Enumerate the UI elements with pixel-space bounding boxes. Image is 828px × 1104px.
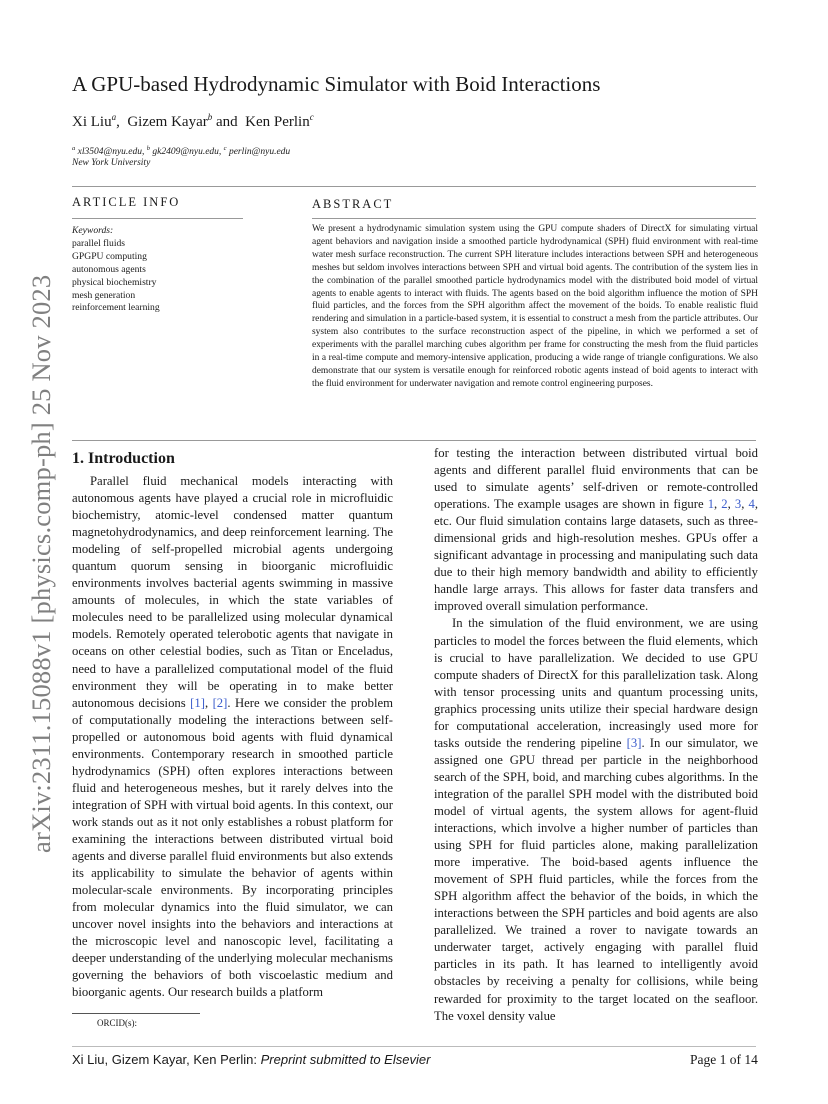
footer-rule: [72, 1046, 756, 1047]
keyword: autonomous agents: [72, 263, 146, 275]
email-link[interactable]: xl3504@nyu.edu,: [77, 147, 145, 158]
author-list: Xi Liu$^a$, Gizem Kayar$^b$ and Ken Perlin$^c$: [72, 112, 314, 130]
figure-link[interactable]: 2: [721, 497, 728, 512]
footer-authors: Xi Liu, Gizem Kayar, Ken Perlin:: [72, 1052, 257, 1067]
keyword: parallel fluids: [72, 237, 126, 249]
abstract-end-rule: [72, 440, 756, 441]
keywords-label: Keywords:: [72, 225, 114, 236]
page-number: Page 1 of 14: [690, 1052, 758, 1067]
paragraph-text: . In our simulator, we assigned one GPU thread per particle in the neighborhood search of the SPH, boid, and marching cubes algorithms. In the integration of the parallel SPH model with the distributed boid model of virtual agents, the system allows for agent-fluid interactions, which involve a higher number of particles than using SPH for fluid particles alone, making parallelization more imperative. The boid-based agents influence the movement of SPH fluid particles, while the forces from the SPH algorithm affect the behavior of the boids, in which the interactions between the SPH particles and boid agents are also parallelized. We trained a rover to navigate towards an underwater target, actively engaging with parallel fluid particles in its path. It has learned to intelligently avoid obstacles by receiving a penalty for collisions, while being rewarded for proximity to the target located on the seafloor. The voxel density value: [434, 735, 758, 1023]
email-mark: c: [223, 145, 227, 152]
paragraph-text: , etc. Our fluid simulation contains large datasets, such as three-dimensional grids and high-resolution meshes. GPUs offer a significant advantage in processing and manipulating such data due to their high memory bandwidth and ability to efficiently handle large arrays. This allows for faster data transfers and improved overall simulation performance.: [434, 497, 758, 614]
paragraph-text: for testing the interaction between distributed virtual boid agents and different parallel fluid environments that can be used to simulate agents’ self-driven or remote-controlled operations. The example usages are shown in figure: [434, 446, 758, 512]
footer-venue: Preprint submitted to Elsevier: [260, 1052, 431, 1067]
author-mark: c: [309, 112, 314, 122]
citation-link[interactable]: [2]: [212, 695, 228, 710]
figure-separator: ,: [714, 497, 722, 512]
author-mark: a: [111, 112, 117, 122]
citation-link[interactable]: [3]: [626, 735, 642, 750]
left-column: [72, 473, 393, 1001]
affiliation-emails: [72, 145, 290, 157]
footer-citation: [72, 1052, 430, 1067]
paragraph: [434, 445, 758, 615]
keyword: physical biochemistry: [72, 276, 157, 288]
header-rule: [72, 186, 756, 187]
keyword: GPGPU computing: [72, 250, 147, 262]
keywords-block: [72, 225, 242, 315]
footnote-rule: [72, 1013, 200, 1014]
author-name: Xi Liu: [72, 114, 112, 130]
paragraph: [434, 615, 758, 1024]
email-mark: a: [72, 145, 76, 152]
abstract-heading: ABSTRACT: [312, 197, 394, 211]
affiliation-institution: New York University: [72, 158, 151, 168]
figure-link[interactable]: 3: [734, 497, 742, 512]
paragraph-text: In the simulation of the fluid environment, we are using particles to model the forces between the fluid elements, which is crucial to have parallelization. We decided to use GPU compute shaders of DirectX for this parallelization task. Along with tensor processing units and quantum processing units, graphics processing units utilize their special hardware design for computational acceleration, increasingly used more for tasks outside the rendering pipeline: [434, 616, 758, 750]
paragraph-text: . Here we consider the problem of computationally modeling the interactions between self-propelled or autonomous boid agents with fluid dynamical environments. Contemporary research in smoothed particle hydrodynamics (SPH) often explores interactions between fluid and heterogeneous meshes, but it rarely delves into the integration of SPH with virtual boid agents. In this context, our work stands out as it not only establishes a robust platform for examining the interactions between distributed virtual boid agents and diverse parallel fluid environments but also extends its applicability to simulate the behavior of agents within molecular-scale environments. By incorporating principles from molecular dynamics into the fluid simulator, we can uncover novel insights into the behaviors and interactions at the microscopic level and nanoscopic level, facilitating a deeper understanding of the underlying molecular mechanisms governing the behaviors of both viscoelastic medium and bioorganic agents. Our research builds a platform: [72, 695, 393, 1000]
arxiv-stamp: arXiv:2311.15088v1 [physics.comp-ph] 25 Nov 2023: [26, 274, 56, 853]
author-mark: b: [207, 112, 213, 122]
paper-title: A GPU-based Hydrodynamic Simulator with Boid Interactions: [72, 72, 601, 96]
figure-link[interactable]: 1: [707, 497, 715, 512]
author-conjunction: and: [215, 114, 238, 130]
email-link[interactable]: perlin@nyu.edu: [228, 147, 291, 158]
orcid-label: ORCID(s):: [97, 1018, 137, 1028]
figure-separator: ,: [727, 497, 735, 512]
abstract-rule: [312, 218, 756, 219]
paragraph: [72, 473, 393, 1001]
keyword: reinforcement learning: [72, 302, 160, 314]
citation-separator: ,: [204, 695, 213, 710]
abstract-text: We present a hydrodynamic simulation system using the GPU compute shaders of DirectX for simulating virtual agent behaviors and navigation inside a smoothed particle hydrodynamical (SPH) fluid environment with real-time water mesh surface reconstruction. The current SPH literature includes interactions between SPH and heterogeneous meshes but seldom involves interactions between SPH and virtual boid agents. The contribution of the system lies in the combination of the parallel smoothed particle hydrodynamics model with the distributed boid model of virtual agents to enable agents to interact with fluids. The agents based on the boid algorithm influence the motion of SPH fluid particles, and the forces from the SPH algorithm affect the movement of the boids. To enable realistic fluid rendering and simulation in a particle-based system, it is essential to construct a mesh from the particle attributes. Our system also contributes to the surface reconstruction aspect of the pipeline, in which we performed a set of experiments with the parallel marching cubes algorithm per frame for constructing the mesh from the fluid particles in a real-time compute and memory-intensive application, producing a wide range of triangle configurations. We also demonstrate that our system is versatile enough for reinforced robotic agents instead of boid agents to interact with the fluid environment for underwater navigation and remote control engineering purposes.: [312, 224, 758, 389]
figure-separator: ,: [741, 497, 749, 512]
keyword: mesh generation: [72, 289, 136, 301]
email-mark: b: [146, 145, 151, 152]
article-info-rule: [72, 218, 243, 219]
figure-link[interactable]: 4: [748, 497, 755, 512]
author-name: Ken Perlin: [245, 114, 310, 130]
email-link[interactable]: gk2409@nyu.edu,: [152, 147, 222, 158]
article-info-heading: ARTICLE INFO: [72, 195, 181, 209]
section-heading: 1. Introduction: [72, 450, 175, 467]
citation-link[interactable]: [1]: [190, 695, 205, 710]
paragraph-text: Parallel fluid mechanical models interacting with autonomous agents have played a crucial role in microfluidic biochemistry, atomic-level condensed matter quantum magnetohydrodynamics, and deep reinforcement learning. The modeling of self-propelled microbial agents undergoing quantum quorum sensing in bioorganic microfluidic environments involves bacterial agents swimming in massive amounts of molecules, in which the state variables of molecules need to be parallelized using molecular dynamical models. Remotely operated telerobotic agents that navigate in oceans on other celestial bodies, such as Titan or Enceladus, need to have a parallelized computational model of the fluid environment they will be operating in to make better autonomous decisions: [72, 474, 393, 710]
author-name: Gizem Kayar: [127, 114, 208, 130]
right-column: [434, 445, 758, 1025]
